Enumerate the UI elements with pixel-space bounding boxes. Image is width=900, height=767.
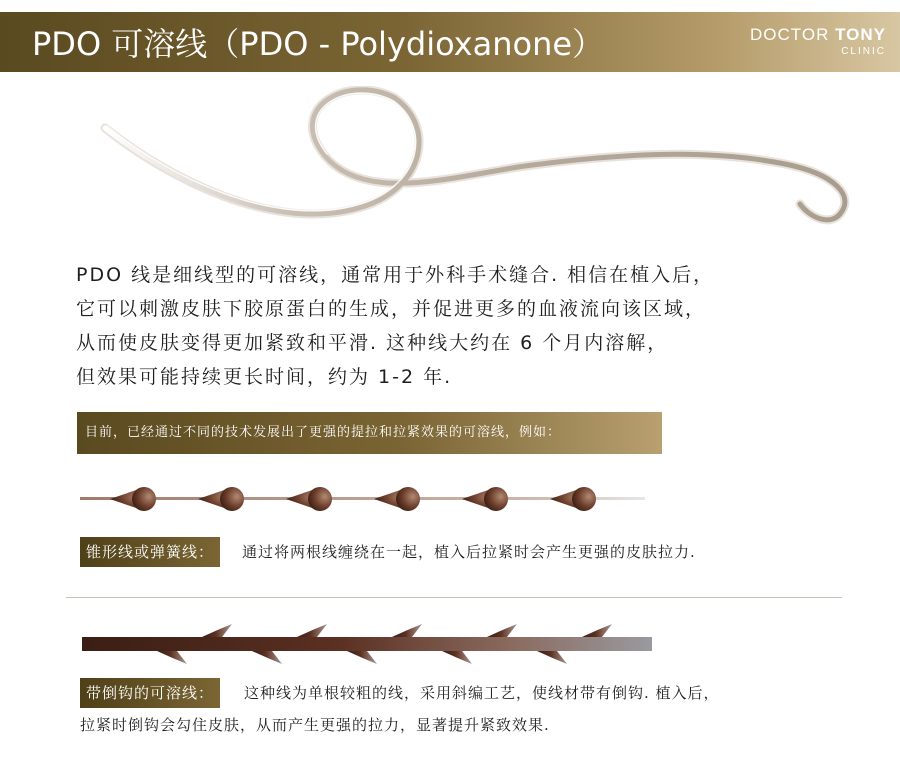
section-divider — [66, 597, 842, 598]
brand-name-bold: TONY — [835, 25, 886, 44]
barbed-thread-description-line2: 拉紧时倒钩会勾住皮肤，从而产生更强的拉力，显著提升紧致效果. — [80, 716, 550, 734]
brand-sub: CLINIC — [841, 46, 886, 57]
curled-thread-illustration — [95, 86, 865, 246]
intro-line: 但效果可能持续更长时间，约为 1-2 年. — [76, 366, 453, 388]
section-label: 目前，已经通过不同的技术发展出了更强的提拉和拉紧效果的可溶线，例如： — [77, 412, 662, 454]
page-title: PDO 可溶线（PDO - Polydioxanone） — [32, 25, 605, 63]
title-banner — [0, 12, 900, 72]
cog-thread-tag: 锥形线或弹簧线： — [80, 537, 220, 567]
barbed-thread-illustration — [72, 620, 832, 668]
intro-paragraph — [76, 258, 836, 394]
cog-thread-description: 通过将两根线缠绕在一起，植入后拉紧时会产生更强的皮肤拉力. — [242, 543, 696, 561]
intro-line: PDO 线是细线型的可溶线，通常用于外科手术缝合. 相信在植入后， — [76, 264, 715, 286]
intro-line: 它可以刺激皮肤下胶原蛋白的生成，并促进更多的血液流向该区域， — [76, 298, 707, 320]
barbed-thread-tag: 带倒钩的可溶线： — [80, 678, 220, 708]
brand-name-regular: DOCTOR — [750, 25, 836, 44]
cog-thread-illustration — [80, 478, 650, 520]
barbed-thread-description-line1: 这种线为单根较粗的线，采用斜编工艺，使线材带有倒钩. 植入后， — [244, 684, 720, 702]
intro-line: 从而使皮肤变得更加紧致和平滑. 这种线大约在 6 个月内溶解， — [76, 332, 669, 354]
brand-logo — [750, 26, 886, 58]
